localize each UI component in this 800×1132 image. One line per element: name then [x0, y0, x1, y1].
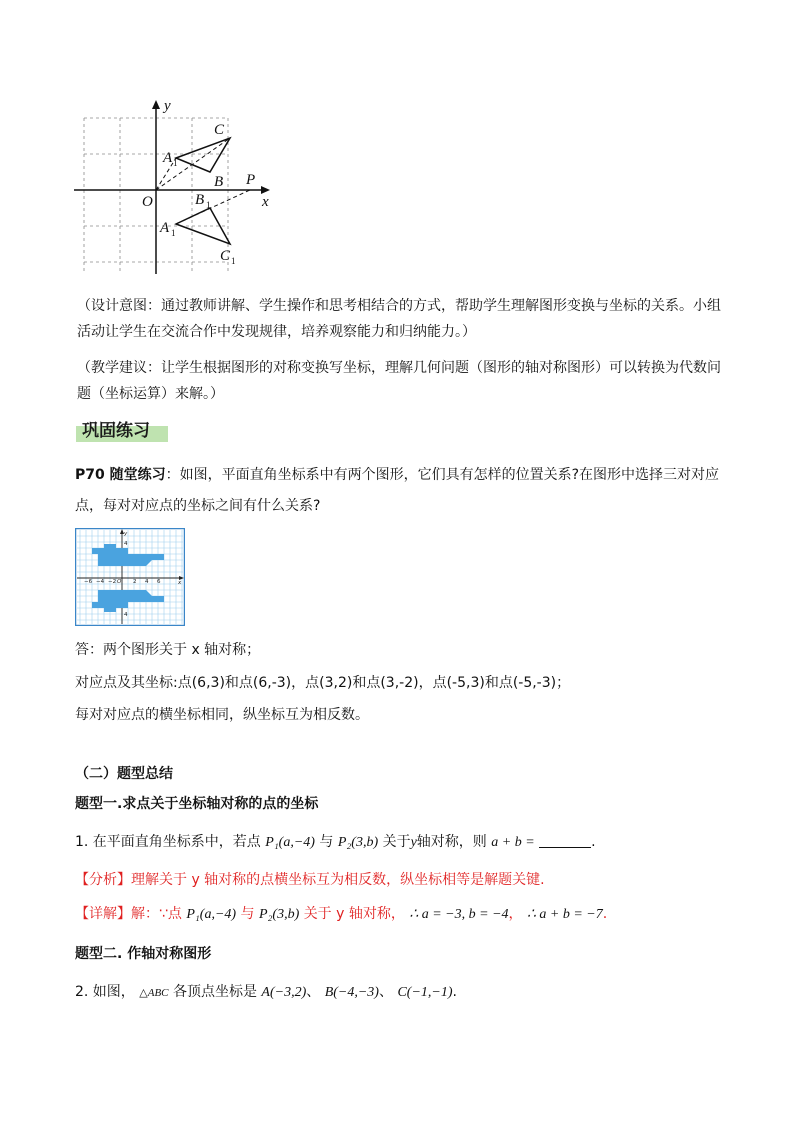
type2-q-text2: 各顶点坐标是 [172, 984, 257, 1000]
sub-b1: 1 [206, 200, 211, 210]
label-o: O [142, 194, 153, 210]
p70-line1 [75, 465, 719, 485]
label-y: y [164, 98, 171, 114]
design-intent-line1: （设计意图：通过教师讲解、学生操作和思考相结合的方式，帮助学生理解图形变换与坐标的关系。小组 [77, 298, 721, 314]
type2-end: . [452, 984, 457, 1000]
tick-y-up: 4 [124, 541, 128, 547]
type2-title: 题型二. 作轴对称图形 [75, 946, 212, 962]
detail-t2: 与 [240, 906, 255, 922]
tick-6: 6 [157, 579, 161, 585]
p70-prefix: P70 随堂练习 [75, 467, 166, 483]
label-x: x [262, 194, 269, 210]
type1-q-text1: 1. 在平面直角坐标系中，若点 [75, 834, 261, 850]
label-b: B [214, 174, 224, 190]
tick-neg6: −6 [84, 579, 93, 585]
analysis-tag: 【分析】 [75, 872, 131, 888]
summary-title: （二）题型总结 [75, 766, 173, 782]
detail-t1: 解：∵点 [131, 906, 182, 922]
p70-text1: ：如图，平面直角坐标系中有两个图形，它们具有怎样的位置关系?在图形中选择三对对应 [165, 467, 720, 483]
detail-p1: P₁(a,−4) [186, 907, 237, 922]
figure2-label-y: y [124, 531, 128, 537]
type2-question [75, 982, 457, 1003]
x-axis-arrow [261, 186, 270, 194]
detail-m1: ∴ a = −3, b = −4 [409, 907, 509, 922]
teaching-suggestion-line2: 题（坐标运算）来解。） [77, 386, 224, 402]
teaching-suggestion-line1: （教学建议：让学生根据图形的对称变换写坐标，理解几何问题（图形的轴对称图形）可以转换为代数问 [77, 360, 721, 376]
type1-q-text4: 轴对称，则 [416, 834, 487, 850]
type2-sep2: 、 [378, 984, 393, 1000]
type1-q-end: . [591, 834, 596, 850]
type1-analysis [75, 870, 545, 890]
detail-m2: ∴ a + b = −7 [526, 907, 603, 922]
type1-question [75, 832, 596, 853]
triangle-a1b1c1 [176, 208, 230, 244]
reflection-figure [70, 96, 290, 276]
type1-q-text2: 与 [319, 834, 334, 850]
type1-y: y [410, 835, 417, 850]
tick-origin: O [117, 579, 122, 585]
label-p: P [246, 172, 256, 188]
practice-section-tag [72, 416, 172, 442]
section-title: 巩固练习 [82, 421, 150, 441]
detail-end: . [602, 906, 608, 922]
figure2-label-x: x [178, 580, 182, 586]
sub-a: 1 [173, 158, 178, 168]
label-a: A [163, 150, 173, 166]
tick-neg4: −4 [96, 579, 105, 585]
type1-detail [75, 904, 607, 925]
type1-title: 题型一.求点关于坐标轴对称的点的坐标 [75, 796, 319, 812]
type2-q-text1: 2. 如图， [75, 984, 135, 1000]
type2-point-c: C(−1,−1) [397, 985, 453, 1000]
sub-c1: 1 [231, 256, 236, 266]
type1-p2: P₂(3,b) [337, 835, 379, 850]
label-a1: A [160, 220, 170, 236]
detail-t3: 关于 y 轴对称， [303, 906, 405, 922]
tick-4: 4 [145, 579, 149, 585]
type2-sep1: 、 [306, 984, 321, 1000]
answer-blank[interactable] [539, 833, 591, 848]
answer-line3: 每对对应点的横坐标相同，纵坐标互为相反数。 [75, 707, 369, 723]
type1-expr: a + b = [491, 835, 535, 850]
symmetry-grid-figure [75, 528, 185, 626]
p70-line2: 点，每对对应点的坐标之间有什么关系? [75, 498, 321, 514]
analysis-text: 理解关于 y 轴对称的点横坐标互为相反数，纵坐标相等是解题关键. [131, 872, 545, 888]
tick-2: 2 [133, 579, 137, 585]
tick-y-down: 4 [124, 612, 128, 618]
sub-a1: 1 [171, 228, 176, 238]
y-axis-arrow [152, 100, 160, 109]
detail-p2: P₂(3,b) [258, 907, 300, 922]
answer-line1: 答：两个图形关于 x 轴对称； [75, 642, 261, 658]
label-c: C [214, 122, 225, 138]
detail-tag: 【详解】 [75, 906, 131, 922]
type1-p1: P₁(a,−4) [265, 835, 315, 850]
type1-q-text3: 关于 [382, 834, 411, 850]
label-c1: C [220, 248, 231, 264]
answer-line2: 对应点及其坐标:点(6,3)和点(6,-3)，点(3,2)和点(3,-2)，点(-5,3)和点(-5,-3)； [75, 675, 571, 691]
label-b1: B [195, 192, 205, 208]
type2-point-a: A(−3,2) [261, 985, 307, 1000]
type2-triangle: △ABC [139, 987, 169, 999]
tick-neg2: −2 [108, 579, 117, 585]
detail-t4: ， [508, 906, 523, 922]
design-intent-line2: 活动让学生在交流合作中发现规律，培养观察能力和归纳能力。） [77, 324, 476, 340]
type2-point-b: B(−4,−3) [324, 985, 379, 1000]
